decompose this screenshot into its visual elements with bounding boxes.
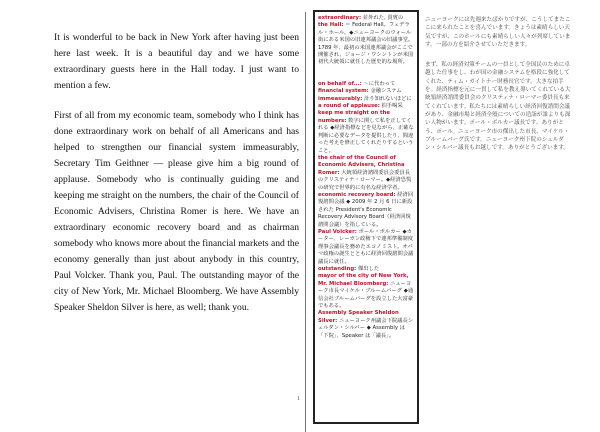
vocab-entry [318, 96, 414, 103]
vocab-definition: 並外れた, 貴賓の [361, 15, 404, 21]
vocab-term: financial system: [318, 88, 369, 95]
vocab-term: extraordinary: [318, 15, 362, 21]
vocab-term: economic recovery board: [318, 191, 396, 198]
vocab-term: a round of applause: [318, 103, 380, 110]
vocab-term: the Hall: [318, 22, 344, 29]
page-number: 1 [297, 396, 300, 402]
vocab-definition: ニューヨーク市長マイケル・ブルームバーグ ◆通信会社ブルームバーグを設立した大富豪でもある。 [318, 280, 414, 310]
vocab-term: keep me straight on the numbers: [318, 110, 390, 124]
vocab-definition: 大統領経済諮問委員会委員長のクリスティナ・ローマー。◆経済恐慌の研究で世界的に有名な経済学者。 [318, 169, 412, 191]
vocab-definition: 拍手喝采 [379, 103, 403, 110]
vocab-entry [318, 273, 414, 310]
japanese-paragraph-2: まず、私の経済対策チームの一員として全国民のために卓越した仕事をし、わが国の金融システムを格段に強化してくれた、ティム・ガイトナー財務長官です。大きな拍手を。経済指標を元に一貫して私を教え導いてくれている大統領経済諮問委員会のクリスティナ・ローマー委員長も来てくれています。私たちには素晴らしい経済回復諮問会議があり、金融市場と経済全般についての造詣が誰よりも深い人物がいます。ポール・ボルカー議長です。ありがとう、ポール。ニューヨーク市の傑出した市長、マイケル・ブルームバーグ氏です。ニューヨーク州下院のシェルダン・シルバー議長もお越しです。ありがとうございます。 [425, 62, 571, 152]
vocab-definition: 計り知れないほどに [362, 95, 412, 102]
vocab-definition: 経済回復諮問会議 ◆ 2009 年 2 月 6 日に新設された President's Economic Recovery Advisory Board（経済回復諮問会議）を指している。 [318, 191, 414, 228]
english-paragraph-1: It is wonderful to be back in New York after having just been here last week. It is a beautiful day and we have some extraordinary guests here in the Hall today. I just want to mention a few. [54, 32, 299, 91]
vocab-term: the chair of the Council of Economic Advisers, Christina Romer: [318, 154, 405, 176]
vocabulary-box [313, 10, 419, 424]
vocab-term: on behalf of...: [318, 80, 362, 87]
vocab-entry [318, 103, 414, 110]
vocab-entry [318, 155, 414, 192]
vocab-definition: ポール・ボルカー ◆カーター、レーガン政権下で連邦準備制度理事会議長を務めたエコノミスト。オバマ政権の誕生とともに経済回復諮問会議議長に就任。 [318, 228, 414, 265]
vocab-definition: 金融システム [368, 88, 402, 95]
japanese-translation [425, 16, 571, 164]
vocab-term: Assembly Speaker Sheldon Silver: [318, 310, 399, 324]
vocab-definition: 傑出した [356, 266, 380, 272]
vocab-entry [318, 229, 414, 266]
vocab-entry [318, 266, 414, 273]
japanese-paragraph-1: ニューヨークには先週来たばかりですが、こうしてまたここに来られたことを喜んでいます。きょうは素晴らしい天気ですが、このホールにも素晴らしい人々が列席しています。一部の方を紹介させていただきます。 [425, 17, 571, 48]
english-paragraph-2: First of all from my economic team, somebody who I think has done extraordinary work on behalf of all Americans and has helped to strengthen our financial system immeasurably, Secretary Tim Geithner — please give him a big round of applause. Somebody who is continually guiding me and keeping me straight on the numbers, the chair of the Council of Economic Advisers, Christina Romer is here. We have an extraordinary economic recovery board and as chairman somebody who knows more about the financial markets and the economy generally than just about anybody in this country, Paul Volcker. Thank you, Paul. The outstanding mayor of the city of New York, Mr. Michael Bloomberg. We have Assembly Speaker Sheldon Silver is here, as well; thank you. [54, 110, 299, 313]
vocab-definition: ニューヨーク州議会下院議長シェルダン・シルバー ◆ Assembly は「下院」、Speaker は「議長」。 [318, 317, 414, 339]
vocab-term: immeasurably: [318, 95, 363, 102]
column-divider [305, 12, 306, 432]
vocab-term: mayor of the city of New York, Mr. Michael Bloomberg: [318, 273, 409, 287]
vocab-entry [318, 22, 414, 66]
vocab-entry [318, 88, 414, 95]
vocab-entry [318, 310, 414, 340]
english-transcript [54, 30, 299, 330]
vocab-term: outstanding: [318, 266, 357, 272]
vocab-definition: 数字に関して私を正してくれる ◆経済指標などを見ながら、正確な判断に必要なデータを提供したり、間違った考えを修正してくれたりするということ。 [318, 117, 414, 154]
vocab-term: Paul Volcker: [318, 228, 357, 235]
vocab-entry [318, 192, 414, 229]
vocab-entry [318, 110, 414, 154]
vocab-definition: ＝ Federal Hall。フェデラル・ホール。◆ニューヨークのウォール街にある米国の旧連邦議会の旧議事堂。1789 年、最初の米国連邦議会がここで開催され、ジョージ・ワシントンが米国初代大統領に就任した歴史的な場所。 [318, 22, 414, 66]
vocab-definition: 〜に代わって [361, 80, 396, 87]
